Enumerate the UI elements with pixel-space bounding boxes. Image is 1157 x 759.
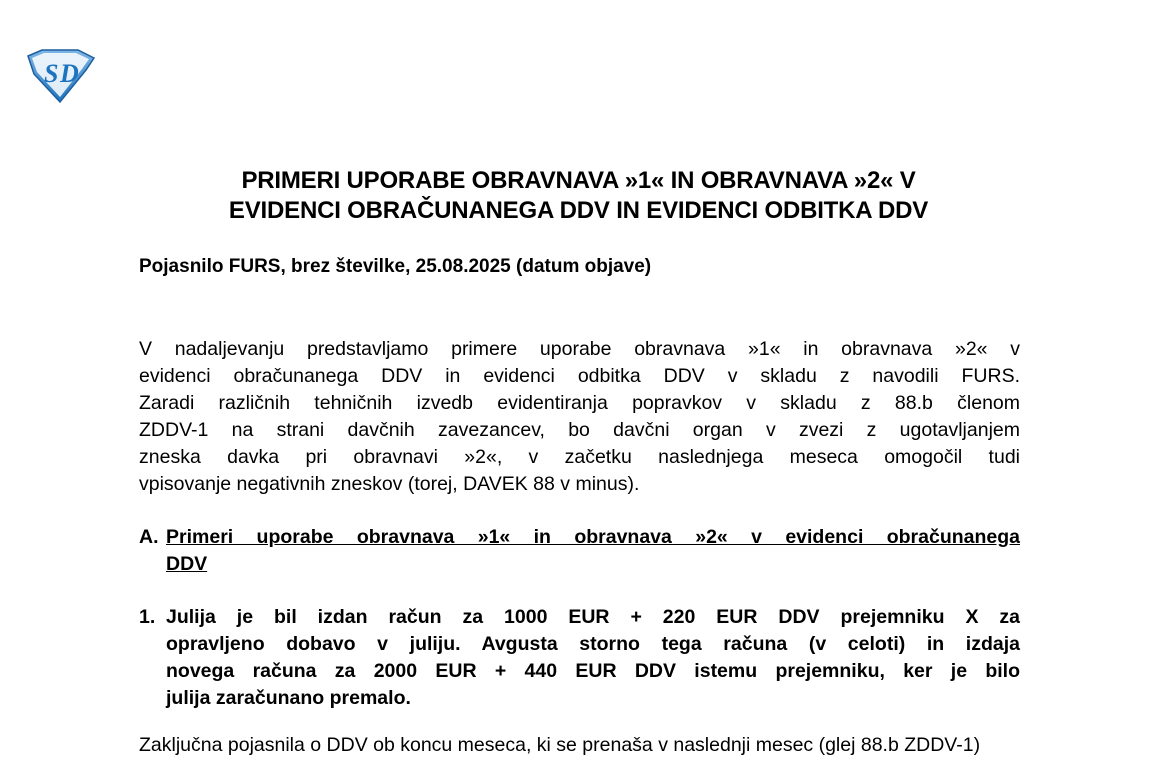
intro-line: ZDDV-1 na strani davčnih zavezancev, bo davčni organ v zvezi z ugotavljanjem (139, 419, 1020, 441)
intro-line: V nadaljevanju predstavljamo primere uporabe obravnava »1« in obravnava »2« v (139, 338, 1020, 360)
title-line-1: PRIMERI UPORABE OBRAVNAVA »1« IN OBRAVNAVA »2« V (241, 167, 916, 194)
item-line: novega računa za 2000 EUR + 440 EUR DDV istemu prejemniku, ker je bilo (166, 660, 1020, 682)
section-marker: A. (139, 526, 159, 548)
intro-line: vpisovanje negativnih zneskov (torej, DAVEK 88 v minus). (139, 473, 640, 495)
partial-next-line: Zaključna pojasnila o DDV ob koncu meseca, ki se prenaša v naslednji mesec (glej 88.b ZDDV-1) (139, 734, 981, 756)
document-subtitle: Pojasnilo FURS, brez številke, 25.08.2025 (datum objave) (139, 256, 652, 277)
section-heading-line: DDV (166, 553, 208, 575)
document-title (0, 166, 1157, 226)
intro-line: Zaradi različnih tehničnih izvedb evidentiranja popravkov v skladu z 88.b členom (139, 392, 1020, 414)
list-item-1 (139, 604, 1020, 712)
item-marker: 1. (139, 606, 156, 628)
intro-line: zneska davka pri obravnavi »2«, v začetku naslednjega meseca omogočil tudi (139, 446, 1020, 468)
item-line: Julija je bil izdan račun za 1000 EUR + 220 EUR DDV prejemniku X za (166, 606, 1020, 628)
section-a-heading (139, 524, 1020, 578)
sd-shield-logo-icon (22, 48, 96, 104)
intro-paragraph (139, 336, 1020, 498)
svg-text:S: S (44, 59, 59, 88)
title-line-2: EVIDENCI OBRAČUNANEGA DDV IN EVIDENCI ODBITKA DDV (228, 197, 929, 224)
intro-line: evidenci obračunanega DDV in evidenci odbitka DDV v skladu z navodili FURS. (139, 365, 1020, 387)
item-line: opravljeno dobavo v juliju. Avgusta storno tega računa (v celoti) in izdaja (166, 633, 1020, 655)
section-heading-line: Primeri uporabe obravnava »1« in obravnava »2« v evidenci obračunanega (166, 526, 1020, 548)
item-line: julija zaračunano premalo. (166, 687, 411, 709)
svg-text:D: D (60, 59, 79, 88)
